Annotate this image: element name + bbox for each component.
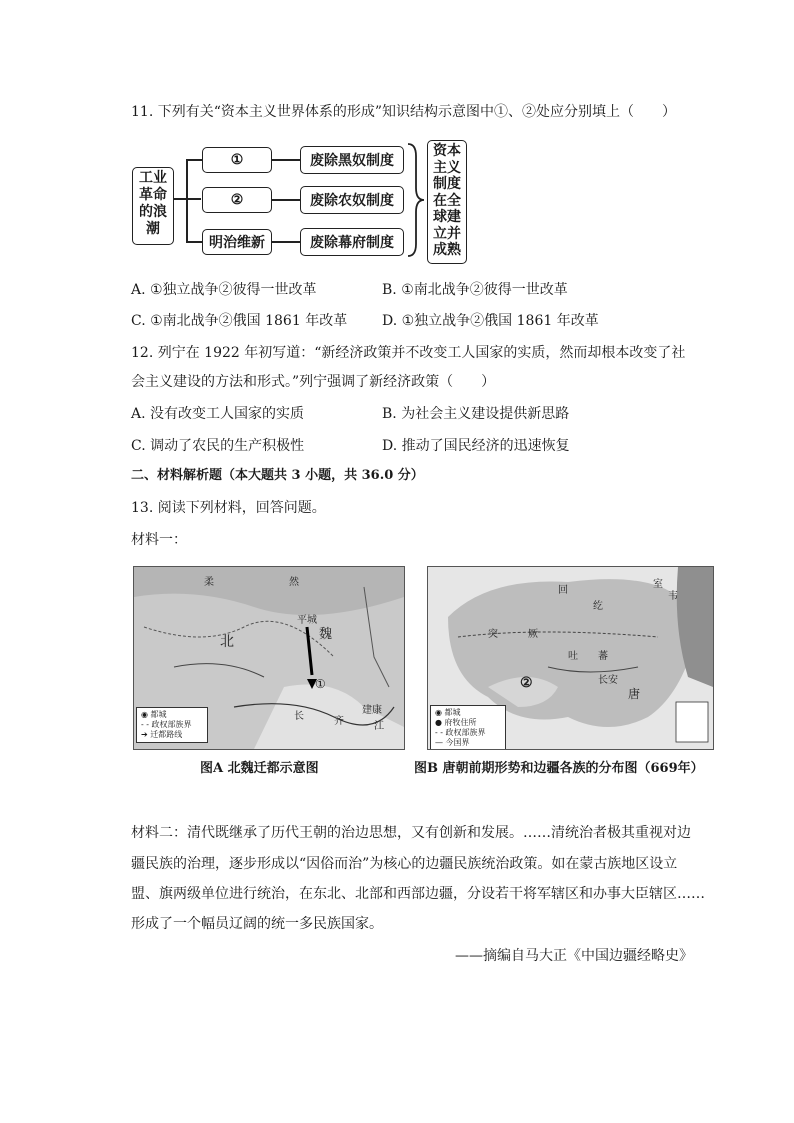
q12-option-a: A. 没有改变工人国家的实质 <box>131 406 305 422</box>
map-b-label: 吐 <box>568 651 578 662</box>
map-b-caption: 图B 唐朝前期形势和边疆各族的分布图（669年） <box>414 761 704 776</box>
diagram-result-2: 废除农奴制度 <box>300 186 404 214</box>
map-b-label: 蕃 <box>598 651 608 662</box>
diagram-mid-1: ① <box>202 147 272 173</box>
q11-option-d: D. ①独立战争②俄国 1861 年改革 <box>382 313 599 329</box>
map-b-label: 厥 <box>528 629 538 640</box>
map-a-label: 然 <box>289 577 299 588</box>
map-a-label: 北 <box>220 634 234 650</box>
diagram-mid-2: ② <box>202 187 272 213</box>
connector <box>186 159 203 161</box>
section-2-heading: 二、材料解析题（本大题共 3 小题，共 36.0 分） <box>131 468 424 483</box>
q11-option-c: C. ①南北战争②俄国 1861 年改革 <box>131 313 348 329</box>
diagram-result-1: 废除黑奴制度 <box>300 146 404 174</box>
map-a-caption: 图A 北魏迁都示意图 <box>200 761 319 776</box>
diagram-start-box <box>132 167 174 245</box>
material-1-label: 材料一： <box>131 532 187 548</box>
q11-stem: 11. 下列有关“资本主义世界体系的形成”知识结构示意图中①、②处应分别填上（ ） <box>131 104 677 120</box>
diagram-result-3: 废除幕府制度 <box>300 228 404 256</box>
map-b-legend <box>430 705 506 750</box>
diagram-start-text: 工业革命的浪潮 <box>139 170 167 237</box>
diagram-mid-3: 明治维新 <box>202 229 272 255</box>
map-a-label: ① <box>315 677 326 691</box>
legend-item: ◉ 都城 <box>141 710 167 719</box>
material-2-line: 材料二：清代既继承了历代王朝的治边思想，又有创新和发展。……清统治者极其重视对边 <box>131 825 691 841</box>
map-b <box>427 566 714 750</box>
connector <box>186 159 188 241</box>
material-2-source: ——摘编自马大正《中国边疆经略史》 <box>455 948 693 964</box>
map-a-label: 柔 <box>204 577 214 588</box>
map-b-label: 长安 <box>598 675 618 686</box>
q12-stem-line2: 会主义建设的方法和形式。”列宁强调了新经济政策（ ） <box>131 374 496 390</box>
legend-item: ➔ 迁都路线 <box>141 730 183 739</box>
legend-item: ◉ 都城 <box>435 708 461 717</box>
map-b-label: 室 <box>653 579 663 590</box>
legend-item: - - 政权部族界 <box>141 720 192 729</box>
brace-icon <box>404 142 426 258</box>
map-b-label: 回 <box>558 585 568 596</box>
map-b-label: ② <box>520 675 533 691</box>
diagram-conclusion-text: 资本主义制度在全球建立并成熟 <box>433 143 461 258</box>
connector <box>271 159 301 161</box>
q12-option-b: B. 为社会主义建设提供新思路 <box>382 406 570 422</box>
q11-option-b: B. ①南北战争②彼得一世改革 <box>382 282 568 298</box>
map-a-label: 长 <box>294 711 304 722</box>
map-b-label: 突 <box>488 629 498 640</box>
q12-option-c: C. 调动了农民的生产积极性 <box>131 438 305 454</box>
diagram-conclusion-box <box>427 140 467 264</box>
connector <box>271 241 301 243</box>
q11-option-a: A. ①独立战争②彼得一世改革 <box>131 282 317 298</box>
map-a-label: 江 <box>374 721 384 732</box>
connector <box>186 241 203 243</box>
map-a-legend <box>136 707 208 743</box>
material-2-line: 疆民族的治理，逐步形成以“因俗而治”为核心的边疆民族统治政策。如在蒙古族地区设立 <box>131 856 678 872</box>
legend-item: ● 府牧住所 <box>435 718 477 727</box>
map-a-label: 建康 <box>362 705 382 716</box>
map-b-label: 唐 <box>628 687 641 701</box>
q12-option-d: D. 推动了国民经济的迅速恢复 <box>382 438 570 454</box>
material-2-line: 形成了一个幅员辽阔的统一多民族国家。 <box>131 916 383 932</box>
map-b-label: 纥 <box>593 601 603 612</box>
map-b-label: 韦 <box>668 591 678 602</box>
q12-stem-line1: 12. 列宁在 1922 年初写道：“新经济政策并不改变工人国家的实质，然而却根本改变了社 <box>131 345 686 361</box>
q13-stem: 13. 阅读下列材料，回答问题。 <box>131 500 326 516</box>
legend-item: - - 政权部族界 <box>435 728 486 737</box>
map-a <box>133 566 405 750</box>
material-2-line: 盟、旗两级单位进行统治，在东北、北部和西部边疆，分设若干将军辖区和办事大臣辖区…… <box>131 886 705 902</box>
map-a-label: 魏 <box>319 627 333 642</box>
legend-item: — 今国界 <box>435 738 470 747</box>
map-a-label: 齐 <box>334 716 344 727</box>
connector <box>271 199 301 201</box>
map-a-label: 平城 <box>297 615 317 626</box>
